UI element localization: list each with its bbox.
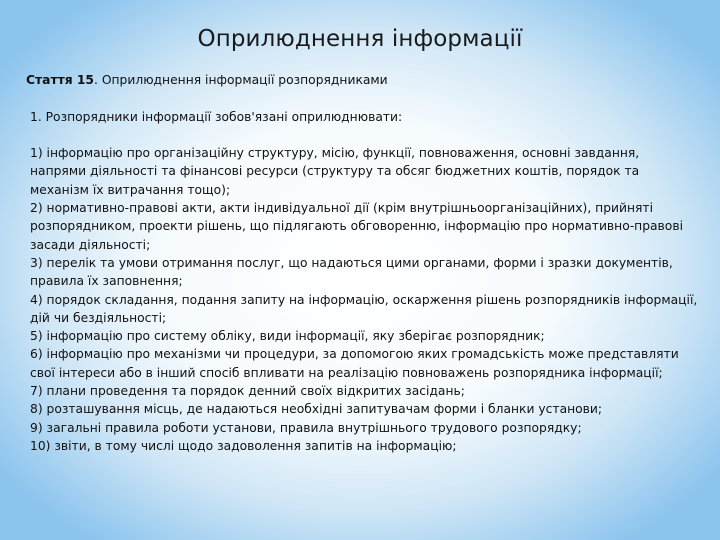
list-item: 9) загальні правила роботи установи, правила внутрішнього трудового розпорядку; bbox=[30, 420, 582, 435]
list-item: 8) розташування місць, де надаються необхідні запитувачам форми і бланки установи; bbox=[30, 402, 603, 417]
article-heading: Стаття 15. Оприлюднення інформації розпорядниками bbox=[26, 73, 388, 87]
spacer bbox=[26, 89, 698, 107]
list-item: 1) інформацію про організаційну структуру, місію, функції, повноваження, основні завдання, напрями діяльності та фінансові ресурси (структуру та обсяг бюджетних коштів, порядок та механізм їх витрачання тощо); bbox=[30, 146, 640, 197]
list-item: 5) інформацію про систему обліку, види інформації, яку зберігає розпорядник; bbox=[30, 329, 545, 344]
article-title: Оприлюднення інформації розпорядниками bbox=[101, 73, 388, 87]
intro-paragraph: 1. Розпорядники інформації зобов'язані оприлюднювати: bbox=[30, 109, 403, 124]
list-item: 4) порядок складання, подання запиту на інформацію, оскарження рішень розпорядників інформації, дій чи бездіяльності; bbox=[30, 292, 698, 325]
article-number: Стаття 15 bbox=[26, 73, 94, 87]
list-item: 2) нормативно-правові акти, акти індивідуальної дії (крім внутрішньоорганізаційних), прийняті розпорядником, проекти рішень, що підлягають обговоренню, інформацію про нормативно-правові засади діяльності; bbox=[30, 201, 683, 252]
slide-title: Оприлюднення інформації bbox=[197, 26, 523, 52]
list-item: 7) плани проведення та порядок денний своїх відкритих засідань; bbox=[30, 384, 465, 399]
list-item: 10) звіти, в тому числі щодо задоволення запитів на інформацію; bbox=[30, 438, 457, 453]
list-item: 6) інформацію про механізми чи процедури, за допомогою яких громадськість може представляти свої інтереси або в інший спосіб впливати на реалізацію повноважень розпорядника інформації; bbox=[30, 347, 679, 380]
slide-content bbox=[26, 71, 698, 455]
spacer bbox=[26, 126, 698, 144]
list-item: 3) перелік та умови отримання послуг, що надаються цими органами, форми і зразки документів, правила їх заповнення; bbox=[30, 255, 673, 289]
